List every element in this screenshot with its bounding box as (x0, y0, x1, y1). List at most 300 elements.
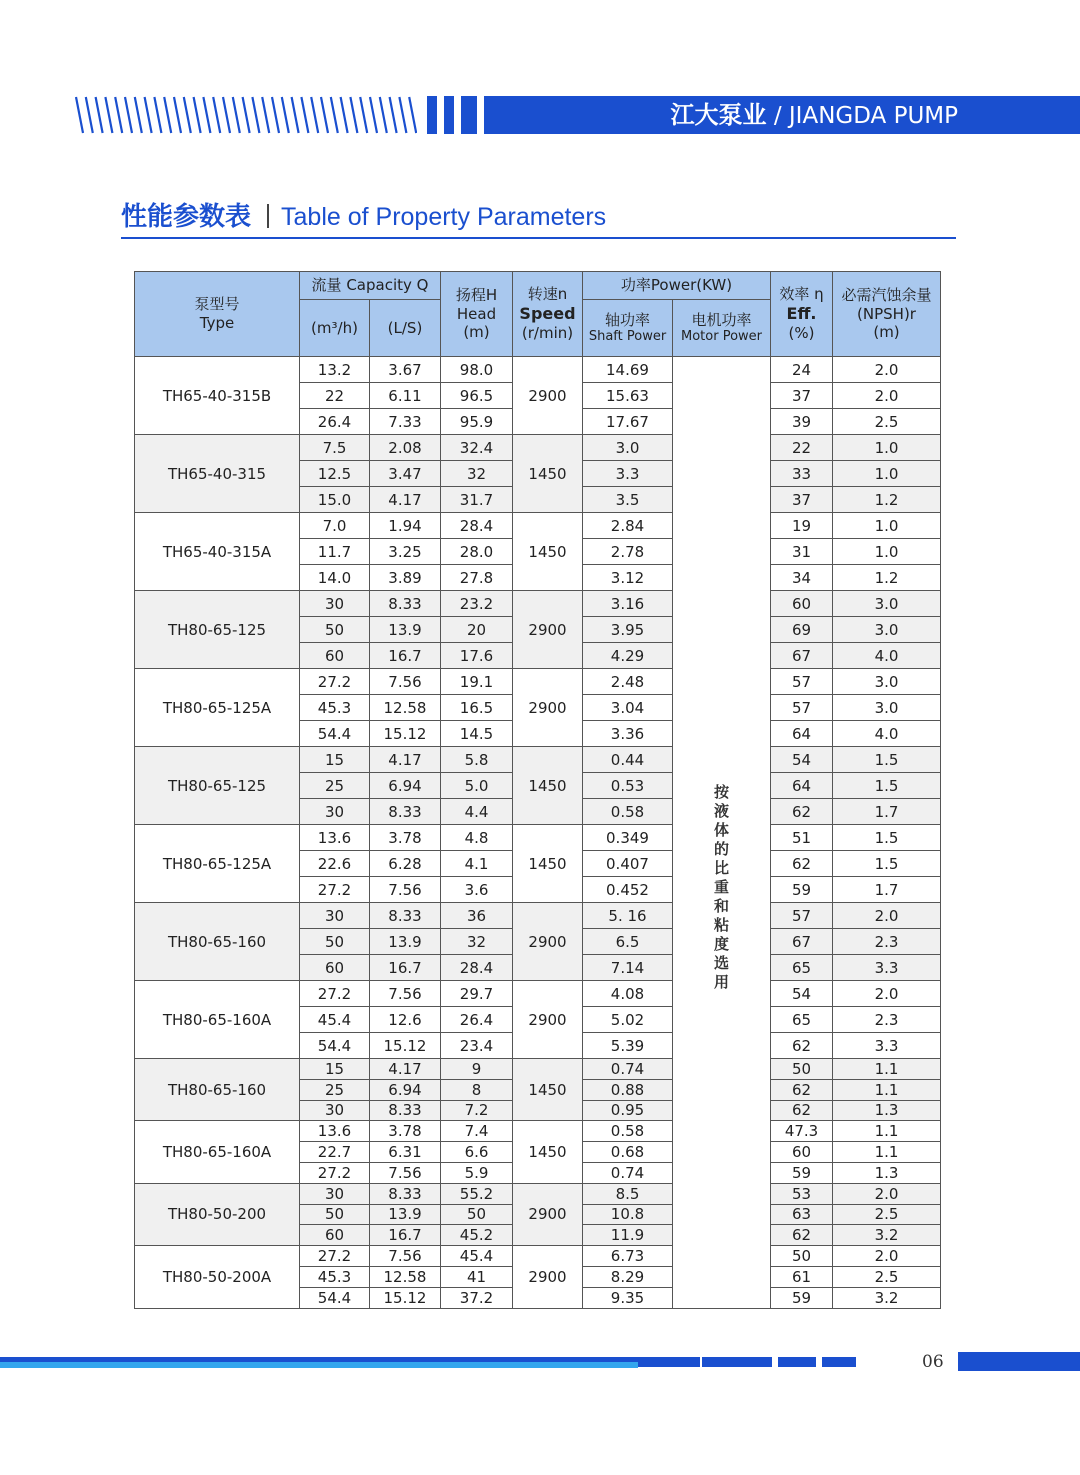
capacity-ls-cell: 16.7 (370, 643, 441, 669)
capacity-ls-cell: 12.6 (370, 1007, 441, 1033)
brand-name (484, 96, 1080, 134)
speed-cell: 2900 (513, 1183, 583, 1245)
stripe-mark (301, 97, 308, 133)
capacity-ls-cell: 3.47 (370, 461, 441, 487)
stripe-mark (341, 97, 348, 133)
capacity-m3h-cell: 25 (300, 773, 370, 799)
npsh-cell: 1.2 (833, 487, 941, 513)
capacity-ls-cell: 8.33 (370, 903, 441, 929)
capacity-ls-cell: 12.58 (370, 695, 441, 721)
capacity-m3h-cell: 30 (300, 1100, 370, 1121)
header-type (135, 272, 300, 357)
efficiency-cell: 62 (771, 1100, 833, 1121)
shaft-power-cell: 0.53 (583, 773, 673, 799)
head-cell: 4.1 (441, 851, 513, 877)
capacity-m3h-cell: 22.6 (300, 851, 370, 877)
capacity-ls-cell: 3.25 (370, 539, 441, 565)
header-head-cn: 扬程H (455, 285, 498, 304)
shaft-power-cell: 5. 16 (583, 903, 673, 929)
capacity-m3h-cell: 12.5 (300, 461, 370, 487)
npsh-cell: 3.0 (833, 695, 941, 721)
capacity-m3h-cell: 30 (300, 591, 370, 617)
footer-segment-2 (778, 1357, 816, 1367)
header-head-unit: (m) (463, 323, 490, 342)
efficiency-cell: 64 (771, 773, 833, 799)
capacity-m3h-cell: 54.4 (300, 721, 370, 747)
header-block-2 (444, 96, 454, 134)
head-cell: 19.1 (441, 669, 513, 695)
speed-cell: 1450 (513, 825, 583, 903)
npsh-cell: 1.5 (833, 851, 941, 877)
npsh-cell: 2.0 (833, 383, 941, 409)
header-motor-cn: 电机功率 (691, 310, 752, 329)
npsh-cell: 1.1 (833, 1059, 941, 1080)
capacity-m3h-cell: 30 (300, 1183, 370, 1204)
efficiency-cell: 51 (771, 825, 833, 851)
stripe-mark (262, 97, 269, 133)
capacity-m3h-cell: 30 (300, 903, 370, 929)
capacity-m3h-cell: 13.2 (300, 357, 370, 383)
head-cell: 5.0 (441, 773, 513, 799)
capacity-ls-cell: 3.89 (370, 565, 441, 591)
header-capacity: 流量 Capacity Q (300, 272, 441, 300)
capacity-ls-cell: 13.9 (370, 929, 441, 955)
capacity-ls-cell: 7.56 (370, 981, 441, 1007)
capacity-ls-cell: 2.08 (370, 435, 441, 461)
capacity-m3h-cell: 22.7 (300, 1142, 370, 1163)
header-head (441, 272, 513, 357)
stripe-mark (86, 97, 93, 133)
property-parameters-table (134, 271, 941, 1309)
capacity-ls-cell: 16.7 (370, 955, 441, 981)
npsh-cell: 1.5 (833, 747, 941, 773)
pump-type-cell: TH80-65-160 (135, 903, 300, 981)
table-row (135, 1246, 941, 1267)
shaft-power-cell: 17.67 (583, 409, 673, 435)
shaft-power-cell: 2.84 (583, 513, 673, 539)
head-cell: 5.9 (441, 1162, 513, 1183)
shaft-power-cell: 0.452 (583, 877, 673, 903)
speed-cell: 2900 (513, 357, 583, 435)
header-type-en: Type (199, 314, 235, 332)
stripe-mark (213, 97, 220, 133)
page-number: 06 (922, 1352, 944, 1372)
head-cell: 96.5 (441, 383, 513, 409)
shaft-power-cell: 0.68 (583, 1142, 673, 1163)
capacity-ls-cell: 4.17 (370, 747, 441, 773)
header-stripes-decoration (72, 96, 417, 134)
head-cell: 28.0 (441, 539, 513, 565)
npsh-cell: 3.3 (833, 1033, 941, 1059)
npsh-cell: 2.5 (833, 1204, 941, 1225)
head-cell: 27.8 (441, 565, 513, 591)
capacity-m3h-cell: 7.5 (300, 435, 370, 461)
header-eff-cn: 效率 η (779, 285, 824, 304)
shaft-power-cell: 4.08 (583, 981, 673, 1007)
motor-note-char: 粘 (713, 915, 729, 934)
head-cell: 28.4 (441, 513, 513, 539)
capacity-ls-cell: 8.33 (370, 799, 441, 825)
capacity-ls-cell: 6.28 (370, 851, 441, 877)
pump-type-cell: TH80-65-160 (135, 1059, 300, 1121)
brand-name-en: JIANGDA PUMP (788, 103, 958, 129)
section-title (121, 196, 606, 233)
speed-cell: 2900 (513, 591, 583, 669)
table-row (135, 513, 941, 539)
header-eff-en: Eff. (786, 304, 817, 323)
motor-note-char: 的 (713, 839, 729, 858)
efficiency-cell: 59 (771, 1287, 833, 1308)
efficiency-cell: 62 (771, 1225, 833, 1246)
npsh-cell: 1.3 (833, 1162, 941, 1183)
footer-segment-3 (822, 1357, 856, 1367)
capacity-m3h-cell: 27.2 (300, 669, 370, 695)
efficiency-cell: 62 (771, 799, 833, 825)
head-cell: 4.8 (441, 825, 513, 851)
npsh-cell: 2.0 (833, 357, 941, 383)
stripe-mark (203, 97, 210, 133)
capacity-m3h-cell: 50 (300, 1204, 370, 1225)
head-cell: 31.7 (441, 487, 513, 513)
npsh-cell: 4.0 (833, 643, 941, 669)
header-eff-unit: (%) (788, 324, 815, 342)
section-underline (121, 237, 956, 239)
head-cell: 23.2 (441, 591, 513, 617)
efficiency-cell: 62 (771, 1079, 833, 1100)
efficiency-cell: 59 (771, 877, 833, 903)
capacity-m3h-cell: 27.2 (300, 1246, 370, 1267)
efficiency-cell: 19 (771, 513, 833, 539)
head-cell: 3.6 (441, 877, 513, 903)
shaft-power-cell: 7.14 (583, 955, 673, 981)
motor-power-note (713, 783, 731, 992)
head-cell: 45.4 (441, 1246, 513, 1267)
header-speed-unit: (r/min) (521, 324, 574, 342)
head-cell: 8 (441, 1079, 513, 1100)
header-eff (771, 272, 833, 357)
head-cell: 95.9 (441, 409, 513, 435)
motor-note-char: 用 (713, 972, 729, 991)
speed-cell: 1450 (513, 747, 583, 825)
header-block-1 (427, 96, 437, 134)
shaft-power-cell: 14.69 (583, 357, 673, 383)
capacity-ls-cell: 8.33 (370, 1183, 441, 1204)
stripe-mark (243, 97, 250, 133)
capacity-m3h-cell: 27.2 (300, 877, 370, 903)
speed-cell: 2900 (513, 669, 583, 747)
stripe-mark (135, 97, 142, 133)
header-speed-cn: 转速n (527, 285, 568, 304)
stripe-mark (311, 97, 318, 133)
pump-type-cell: TH80-50-200A (135, 1246, 300, 1308)
table-row (135, 591, 941, 617)
capacity-m3h-cell: 26.4 (300, 409, 370, 435)
head-cell: 29.7 (441, 981, 513, 1007)
capacity-ls-cell: 1.94 (370, 513, 441, 539)
efficiency-cell: 24 (771, 357, 833, 383)
capacity-ls-cell: 6.11 (370, 383, 441, 409)
head-cell: 4.4 (441, 799, 513, 825)
shaft-power-cell: 10.8 (583, 1204, 673, 1225)
table-row (135, 435, 941, 461)
npsh-cell: 2.5 (833, 409, 941, 435)
stripe-mark (145, 97, 152, 133)
stripe-mark (105, 97, 112, 133)
efficiency-cell: 50 (771, 1059, 833, 1080)
capacity-m3h-cell: 60 (300, 643, 370, 669)
stripe-mark (360, 97, 367, 133)
capacity-ls-cell: 3.78 (370, 1121, 441, 1142)
pump-type-cell: TH80-65-160A (135, 1121, 300, 1183)
pump-type-cell: TH80-65-125 (135, 591, 300, 669)
npsh-cell: 1.5 (833, 773, 941, 799)
npsh-cell: 3.2 (833, 1225, 941, 1246)
pump-type-cell: TH65-40-315B (135, 357, 300, 435)
brand-separator: / (766, 103, 789, 129)
header-head-en: Head (456, 304, 497, 323)
capacity-ls-cell: 16.7 (370, 1225, 441, 1246)
shaft-power-cell: 0.58 (583, 799, 673, 825)
shaft-power-cell: 0.95 (583, 1100, 673, 1121)
stripe-mark (390, 97, 397, 133)
npsh-cell: 2.0 (833, 981, 941, 1007)
npsh-cell: 1.1 (833, 1142, 941, 1163)
capacity-m3h-cell: 27.2 (300, 1162, 370, 1183)
capacity-m3h-cell: 54.4 (300, 1033, 370, 1059)
head-cell: 45.2 (441, 1225, 513, 1246)
shaft-power-cell: 2.48 (583, 669, 673, 695)
efficiency-cell: 67 (771, 929, 833, 955)
motor-note-char: 重 (713, 877, 729, 896)
pump-type-cell: TH65-40-315A (135, 513, 300, 591)
npsh-cell: 2.3 (833, 929, 941, 955)
footer-block (958, 1352, 1080, 1371)
npsh-cell: 3.2 (833, 1287, 941, 1308)
motor-note-char: 体 (713, 820, 729, 839)
stripe-mark (292, 97, 299, 133)
npsh-cell: 3.0 (833, 617, 941, 643)
stripe-mark (154, 97, 161, 133)
capacity-ls-cell: 13.9 (370, 617, 441, 643)
npsh-cell: 4.0 (833, 721, 941, 747)
table-body (135, 357, 941, 1309)
speed-cell: 1450 (513, 1121, 583, 1183)
header-shaft-power (583, 300, 673, 357)
efficiency-cell: 61 (771, 1266, 833, 1287)
title-divider (267, 204, 269, 228)
stripe-mark (370, 97, 377, 133)
capacity-ls-cell: 15.12 (370, 1033, 441, 1059)
head-cell: 98.0 (441, 357, 513, 383)
capacity-ls-cell: 6.94 (370, 773, 441, 799)
npsh-cell: 3.3 (833, 955, 941, 981)
speed-cell: 2900 (513, 1246, 583, 1308)
capacity-ls-cell: 8.33 (370, 1100, 441, 1121)
head-cell: 37.2 (441, 1287, 513, 1308)
shaft-power-cell: 0.58 (583, 1121, 673, 1142)
table-row (135, 1059, 941, 1080)
shaft-power-cell: 3.0 (583, 435, 673, 461)
efficiency-cell: 65 (771, 955, 833, 981)
npsh-cell: 2.0 (833, 1183, 941, 1204)
speed-cell: 1450 (513, 513, 583, 591)
capacity-ls-cell: 15.12 (370, 721, 441, 747)
pump-type-cell: TH80-65-125 (135, 747, 300, 825)
header-type-cn: 泵型号 (194, 295, 240, 314)
npsh-cell: 1.0 (833, 461, 941, 487)
npsh-cell: 1.0 (833, 513, 941, 539)
capacity-m3h-cell: 13.6 (300, 825, 370, 851)
shaft-power-cell: 0.349 (583, 825, 673, 851)
motor-note-char: 和 (713, 896, 729, 915)
head-cell: 32 (441, 461, 513, 487)
npsh-cell: 1.7 (833, 877, 941, 903)
table-row (135, 747, 941, 773)
table-row (135, 903, 941, 929)
head-cell: 5.8 (441, 747, 513, 773)
motor-note-char: 按 (713, 782, 729, 801)
table-row (135, 825, 941, 851)
efficiency-cell: 60 (771, 591, 833, 617)
shaft-power-cell: 3.04 (583, 695, 673, 721)
shaft-power-cell: 6.73 (583, 1246, 673, 1267)
stripe-mark (164, 97, 171, 133)
head-cell: 41 (441, 1266, 513, 1287)
shaft-power-cell: 4.29 (583, 643, 673, 669)
head-cell: 7.2 (441, 1100, 513, 1121)
npsh-cell: 1.3 (833, 1100, 941, 1121)
head-cell: 26.4 (441, 1007, 513, 1033)
head-cell: 50 (441, 1204, 513, 1225)
npsh-cell: 1.0 (833, 539, 941, 565)
capacity-m3h-cell: 7.0 (300, 513, 370, 539)
capacity-m3h-cell: 60 (300, 1225, 370, 1246)
shaft-power-cell: 0.74 (583, 1162, 673, 1183)
npsh-cell: 2.0 (833, 1246, 941, 1267)
head-cell: 28.4 (441, 955, 513, 981)
shaft-power-cell: 3.95 (583, 617, 673, 643)
header-npsh-unit: (m) (873, 323, 900, 342)
capacity-m3h-cell: 54.4 (300, 1287, 370, 1308)
efficiency-cell: 57 (771, 669, 833, 695)
efficiency-cell: 33 (771, 461, 833, 487)
stripe-mark (184, 97, 191, 133)
shaft-power-cell: 0.74 (583, 1059, 673, 1080)
pump-type-cell: TH80-65-160A (135, 981, 300, 1059)
capacity-ls-cell: 7.56 (370, 877, 441, 903)
capacity-m3h-cell: 27.2 (300, 981, 370, 1007)
capacity-ls-cell: 7.33 (370, 409, 441, 435)
pump-type-cell: TH80-65-125A (135, 825, 300, 903)
brand-name-cn: 江大泵业 (670, 101, 767, 129)
table-row (135, 1183, 941, 1204)
motor-note-char: 度 (713, 934, 729, 953)
efficiency-cell: 57 (771, 695, 833, 721)
header-motor-en: Motor Power (681, 329, 763, 345)
stripe-mark (115, 97, 122, 133)
stripe-mark (233, 97, 240, 133)
npsh-cell: 2.5 (833, 1266, 941, 1287)
section-title-en: Table of Property Parameters (281, 203, 607, 231)
head-cell: 7.4 (441, 1121, 513, 1142)
header-npsh (833, 272, 941, 357)
header-unit-m3h: (m³/h) (300, 300, 370, 357)
capacity-ls-cell: 15.12 (370, 1287, 441, 1308)
efficiency-cell: 47.3 (771, 1121, 833, 1142)
header-speed (513, 272, 583, 357)
table-row (135, 357, 941, 383)
stripe-mark (321, 97, 328, 133)
capacity-ls-cell: 13.9 (370, 1204, 441, 1225)
header-speed-en: Speed (519, 304, 576, 323)
capacity-m3h-cell: 25 (300, 1079, 370, 1100)
shaft-power-cell: 5.02 (583, 1007, 673, 1033)
shaft-power-cell: 0.407 (583, 851, 673, 877)
speed-cell: 1450 (513, 435, 583, 513)
head-cell: 9 (441, 1059, 513, 1080)
npsh-cell: 2.3 (833, 1007, 941, 1033)
head-cell: 16.5 (441, 695, 513, 721)
efficiency-cell: 65 (771, 1007, 833, 1033)
capacity-m3h-cell: 15 (300, 747, 370, 773)
efficiency-cell: 64 (771, 721, 833, 747)
shaft-power-cell: 9.35 (583, 1287, 673, 1308)
speed-cell: 2900 (513, 981, 583, 1059)
npsh-cell: 3.0 (833, 591, 941, 617)
capacity-ls-cell: 7.56 (370, 669, 441, 695)
header-npsh-cn: 必需汽蚀余量 (841, 285, 932, 304)
stripe-mark (380, 97, 387, 133)
table-row (135, 669, 941, 695)
capacity-m3h-cell: 45.4 (300, 1007, 370, 1033)
section-title-cn: 性能参数表 (121, 202, 252, 232)
efficiency-cell: 67 (771, 643, 833, 669)
capacity-ls-cell: 7.56 (370, 1162, 441, 1183)
head-cell: 55.2 (441, 1183, 513, 1204)
capacity-ls-cell: 7.56 (370, 1246, 441, 1267)
stripe-mark (125, 97, 132, 133)
capacity-m3h-cell: 45.3 (300, 1266, 370, 1287)
shaft-power-cell: 3.16 (583, 591, 673, 617)
capacity-ls-cell: 3.78 (370, 825, 441, 851)
efficiency-cell: 37 (771, 487, 833, 513)
shaft-power-cell: 0.88 (583, 1079, 673, 1100)
stripe-mark (282, 97, 289, 133)
stripe-mark (96, 97, 103, 133)
header-shaft-cn: 轴功率 (604, 310, 650, 329)
efficiency-cell: 57 (771, 903, 833, 929)
shaft-power-cell: 6.5 (583, 929, 673, 955)
efficiency-cell: 63 (771, 1204, 833, 1225)
table-row (135, 981, 941, 1007)
stripe-mark (350, 97, 357, 133)
motor-note-char: 液 (713, 801, 729, 820)
speed-cell: 1450 (513, 1059, 583, 1121)
speed-cell: 2900 (513, 903, 583, 981)
capacity-ls-cell: 6.94 (370, 1079, 441, 1100)
header-power: 功率Power(KW) (583, 272, 771, 300)
header-npsh-en: (NPSH)r (857, 304, 916, 323)
efficiency-cell: 54 (771, 981, 833, 1007)
head-cell: 36 (441, 903, 513, 929)
efficiency-cell: 22 (771, 435, 833, 461)
efficiency-cell: 39 (771, 409, 833, 435)
head-cell: 17.6 (441, 643, 513, 669)
npsh-cell: 1.1 (833, 1121, 941, 1142)
pump-type-cell: TH80-65-125A (135, 669, 300, 747)
shaft-power-cell: 3.5 (583, 487, 673, 513)
npsh-cell: 1.5 (833, 825, 941, 851)
